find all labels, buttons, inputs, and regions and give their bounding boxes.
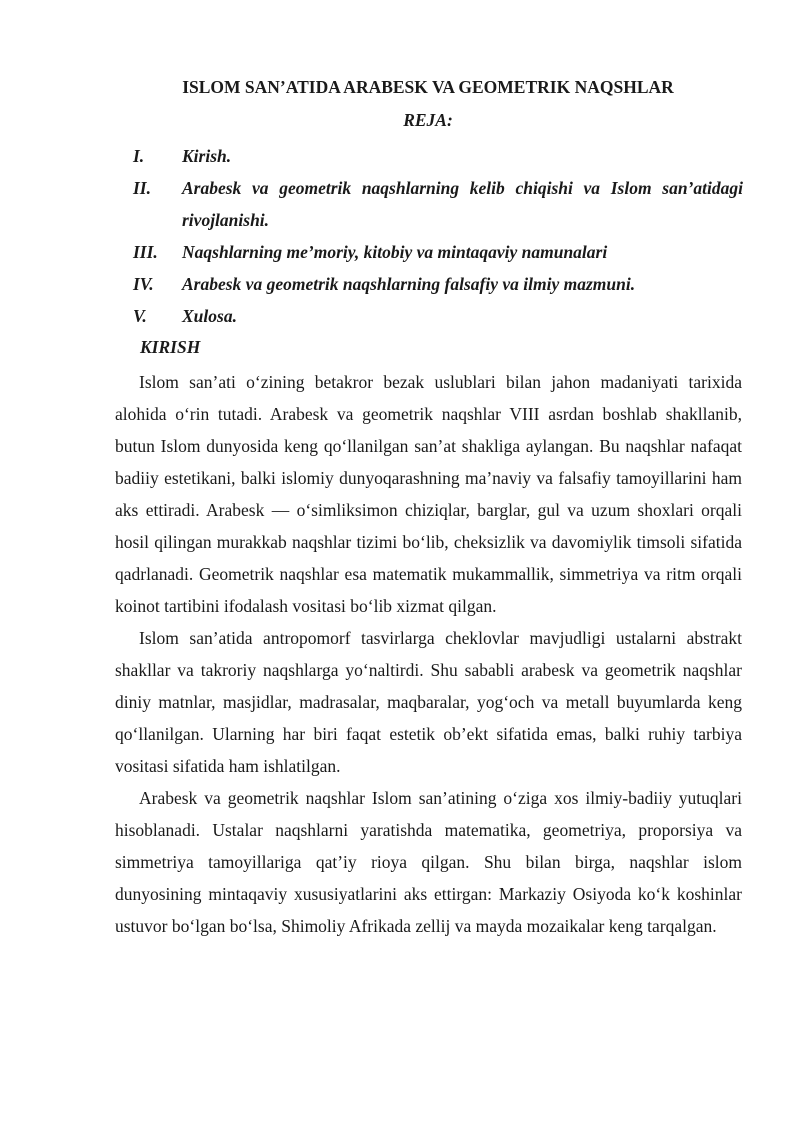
body-text xyxy=(115,366,742,942)
plan-list xyxy=(133,140,743,332)
plan-item-text: Kirish. xyxy=(182,146,232,166)
paragraph: Islom san’ati o‘zining betakror bezak uslublari bilan jahon madaniyati tarixida alohida o‘rin tutadi. Arabesk va geometrik naqshlar VIII asrdan boshlab shakllanib, butun Islom dunyosida keng qo‘llanilgan san’at shakliga aylangan. Bu naqshlar nafaqat badiiy estetikani, balki islomiy dunyoqarashning ma’naviy va falsafiy tamoyillarini ham aks ettiradi. Arabesk — o‘simliksimon chiziqlar, barglar, gul va uzum shoxlari orqali hosil qilingan murakkab naqshlar tizimi bo‘lib, cheksizlik va davomiylik timsoli sifatida qadrlanadi. Geometrik naqshlar esa matematik mukammallik, simmetriya va ritm orqali koinot tartibini ifodalash vositasi bo‘lib xizmat qilgan. xyxy=(115,372,742,616)
plan-item-number: II. xyxy=(133,178,151,198)
plan-item xyxy=(133,236,743,268)
plan-heading: REJA: xyxy=(403,110,453,130)
document-title: ISLOM SAN’ATIDA ARABESK VA GEOMETRIK NAQSHLAR xyxy=(182,77,674,97)
plan-item-number: IV. xyxy=(133,274,154,294)
plan-item xyxy=(133,268,743,300)
plan-item xyxy=(133,172,743,236)
plan-item-text: Arabesk va geometrik naqshlarning kelib chiqishi va Islom san’atidagi rivojlanishi. xyxy=(182,178,743,230)
plan-item-number: III. xyxy=(133,242,158,262)
plan-item-text: Xulosa. xyxy=(182,306,237,326)
plan-item-text: Arabesk va geometrik naqshlarning falsafiy va ilmiy mazmuni. xyxy=(182,274,636,294)
paragraph: Arabesk va geometrik naqshlar Islom san’atining o‘ziga xos ilmiy-badiiy yutuqlari hisoblanadi. Ustalar naqshlarni yaratishda matematika, geometriya, proporsiya va simmetriya tamoyillariga qat’iy rioya qilgan. Shu bilan birga, naqshlar islom dunyosining mintaqaviy xususiyatlarini aks ettirgan: Markaziy Osiyoda ko‘k koshinlar ustuvor bo‘lgan bo‘lsa, Shimoliy Afrikada zellij va mayda mozaikalar keng tarqalgan. xyxy=(115,788,742,936)
paragraph: Islom san’atida antropomorf tasvirlarga cheklovlar mavjudligi ustalarni abstrakt shakllar va takroriy naqshlarga yo‘naltirdi. Shu sababli arabesk va geometrik naqshlar diniy matnlar, masjidlar, madrasalar, maqbaralar, yog‘och va metall buyumlarda keng qo‘llanilgan. Ularning har biri faqat estetik ob’ekt sifatida emas, balki ruhiy tarbiya vositasi sifatida ham ishlatilgan. xyxy=(115,628,742,776)
plan-item-number: V. xyxy=(133,306,147,326)
plan-item xyxy=(133,140,743,172)
plan-item-number: I. xyxy=(133,146,145,166)
plan-item xyxy=(133,300,743,332)
section-heading: KIRISH xyxy=(140,337,201,357)
plan-item-text: Naqshlarning me’moriy, kitobiy va mintaqaviy namunalari xyxy=(182,242,608,262)
